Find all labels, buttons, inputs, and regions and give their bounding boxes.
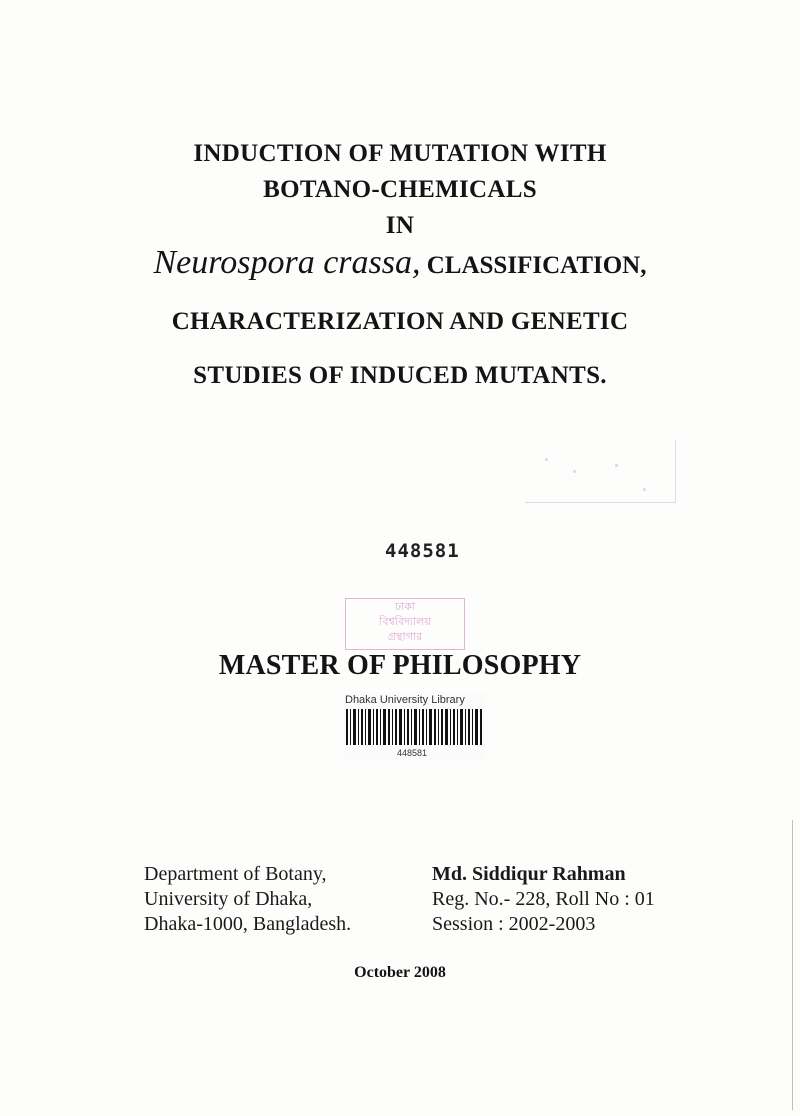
library-stamp bbox=[345, 598, 465, 650]
title-line-1: INDUCTION OF MUTATION WITH bbox=[193, 140, 607, 167]
stamp-line-2: বিশ্ববিদ্যালয় bbox=[379, 615, 431, 628]
department-line-3: Dhaka-1000, Bangladesh. bbox=[144, 913, 352, 935]
title-line-6: STUDIES OF INDUCED MUTANTS. bbox=[193, 362, 607, 389]
author-block bbox=[432, 862, 655, 937]
faint-stamp bbox=[525, 440, 676, 503]
stamp-line-3: গ্রন্থাগার bbox=[387, 630, 423, 643]
library-barcode bbox=[343, 692, 485, 760]
barcode-number: 448581 bbox=[397, 748, 428, 758]
barcode-label: Dhaka University Library bbox=[345, 694, 465, 706]
accession-number: 448581 bbox=[385, 540, 460, 562]
title-line-3: IN bbox=[385, 212, 415, 239]
author-reg: Reg. No.- 228, Roll No : 01 bbox=[432, 888, 655, 910]
department-block bbox=[144, 862, 351, 937]
stamp-line-1: ঢাকা bbox=[394, 600, 416, 613]
title-line-4 bbox=[0, 244, 800, 282]
degree-title: MASTER OF PHILOSOPHY bbox=[218, 650, 582, 681]
scan-edge-line bbox=[792, 820, 793, 1110]
title-line-5: CHARACTERIZATION AND GENETIC bbox=[171, 308, 629, 335]
author-name: Md. Siddiqur Rahman bbox=[432, 863, 626, 885]
title-line-2: BOTANO-CHEMICALS bbox=[263, 176, 537, 203]
title-line-4-rest: CLASSIFICATION, bbox=[420, 252, 647, 279]
submission-date: October 2008 bbox=[354, 964, 446, 981]
author-session: Session : 2002-2003 bbox=[432, 913, 596, 935]
species-name: Neurospora crassa, bbox=[153, 244, 421, 281]
department-line-1: Department of Botany, bbox=[144, 863, 327, 885]
department-line-2: University of Dhaka, bbox=[144, 888, 313, 910]
